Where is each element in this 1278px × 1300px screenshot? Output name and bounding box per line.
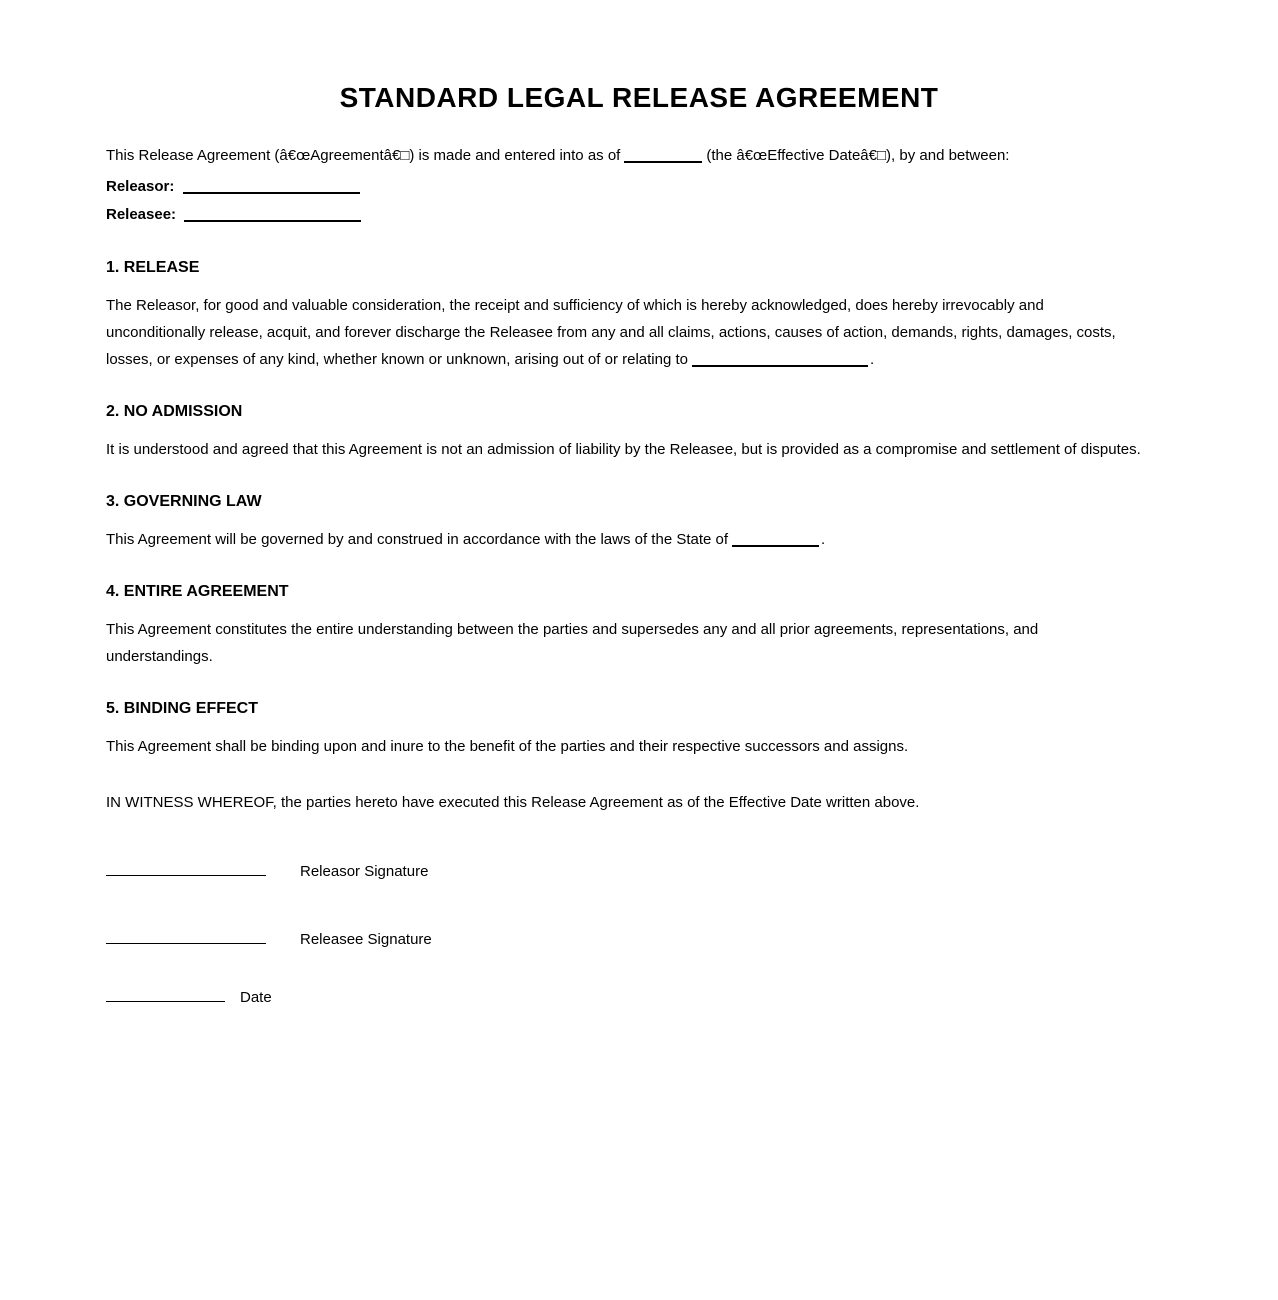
releasor-signature-line	[106, 875, 266, 876]
section-binding-effect-body: This Agreement shall be binding upon and inure to the benefit of the parties and their respective successors and assigns.	[106, 738, 909, 755]
section-release	[106, 258, 1141, 373]
document-title: STANDARD LEGAL RELEASE AGREEMENT	[339, 82, 939, 113]
state-blank	[732, 545, 819, 547]
releasee-label: Releasee:	[106, 206, 177, 223]
releasor-name-blank	[183, 192, 360, 194]
releasee-name-blank	[184, 220, 361, 222]
releasee-signature-line	[106, 943, 266, 944]
effective-date-blank	[624, 161, 702, 163]
section-release-heading: 1. RELEASE	[106, 259, 200, 276]
intro-text-after-blank: (the â€œEffective Dateâ€□), by and between:	[706, 147, 1010, 164]
section-entire-agreement-heading: 4. ENTIRE AGREEMENT	[106, 583, 289, 600]
section-release-punctuation: .	[870, 351, 875, 368]
date-row	[106, 988, 1141, 1008]
intro-text-before-blank: This Release Agreement (â€œAgreementâ€□) is made and entered into as of	[106, 147, 621, 164]
releasor-signature-label: Releasor Signature	[300, 863, 429, 880]
releasor-row	[106, 173, 1141, 201]
parties-block	[106, 173, 1141, 229]
releasee-signature-row	[106, 930, 1141, 950]
section-no-admission-heading: 2. NO ADMISSION	[106, 403, 243, 420]
section-entire-agreement-body: This Agreement constitutes the entire understanding between the parties and supersedes any and all prior agreements, representations, and understandings.	[106, 621, 1039, 665]
section-release-text: The Releasor, for good and valuable consideration, the receipt and sufficiency of which is hereby acknowledged, does hereby irrevocably and unconditionally release, acquit, and forever discharge the Releasee from any and all claims, actions, causes of action, demands, rights, damages, costs, losses, or expenses of any kind, whether known or unknown, arising out of or relating to	[106, 297, 1116, 368]
releasor-label: Releasor:	[106, 178, 175, 195]
section-governing-law-punctuation: .	[821, 531, 826, 548]
date-label: Date	[240, 989, 272, 1006]
section-binding-effect	[106, 699, 1141, 760]
signature-block	[106, 862, 1141, 1008]
section-governing-law-heading: 3. GOVERNING LAW	[106, 493, 262, 510]
releasee-signature-label: Releasee Signature	[300, 931, 432, 948]
section-governing-law-text: This Agreement will be governed by and construed in accordance with the laws of the State of	[106, 531, 729, 548]
section-entire-agreement	[106, 582, 1141, 670]
section-release-body	[106, 292, 1141, 373]
witness-clause: IN WITNESS WHEREOF, the parties hereto have executed this Release Agreement as of the Effective Date written above.	[106, 794, 920, 811]
date-line	[106, 1001, 225, 1002]
releasee-row	[106, 201, 1141, 229]
section-no-admission-body: It is understood and agreed that this Agreement is not an admission of liability by the Releasee, but is provided as a compromise and settlement of disputes.	[106, 441, 1141, 458]
release-subject-blank	[692, 365, 868, 367]
intro-paragraph	[106, 142, 1141, 169]
section-governing-law	[106, 492, 1141, 553]
section-governing-law-body	[106, 526, 1141, 553]
section-binding-effect-heading: 5. BINDING EFFECT	[106, 700, 259, 717]
releasor-signature-row	[106, 862, 1141, 882]
section-no-admission	[106, 402, 1141, 463]
